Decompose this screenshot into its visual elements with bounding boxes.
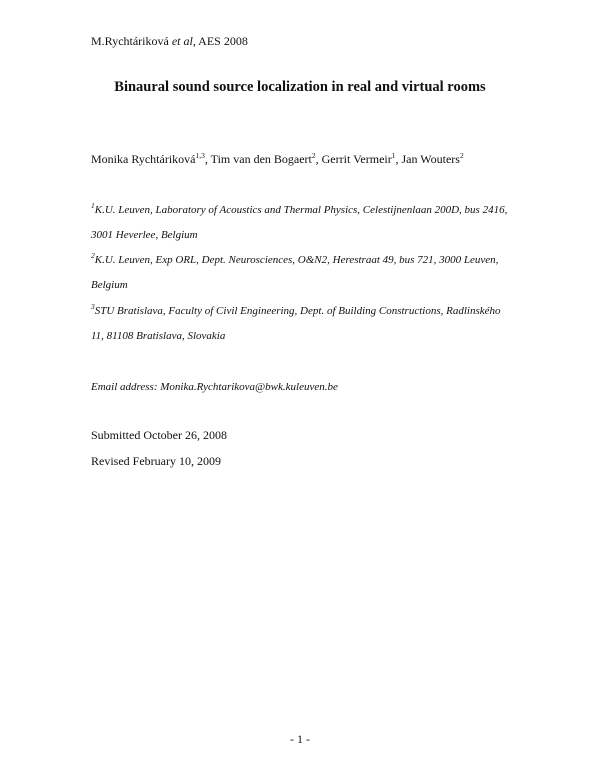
- author-affiliation-mark: 2: [459, 151, 464, 160]
- author-affiliation-mark: 2: [311, 151, 316, 160]
- submitted-date: Submitted October 26, 2008: [91, 428, 227, 442]
- header-author: M.Rychtáriková: [91, 34, 169, 48]
- author-list: Monika Rychtáriková$^{1,3}$, Tim van den Bogaert$^2$, Gerrit Vermeir$^1$, Jan Wouters$^2$: [91, 151, 464, 166]
- header-et-al: et al: [171, 34, 193, 48]
- author-name: Jan Wouters: [401, 152, 460, 166]
- revised-date: Revised February 10, 2009: [91, 454, 221, 468]
- affiliation-3-line-2: 11, 81108 Bratislava, Slovakia: [91, 330, 226, 342]
- author-affiliation-mark: 1: [391, 151, 396, 160]
- affiliation-mark: 3: [91, 302, 95, 311]
- affiliation-mark: 1: [91, 201, 95, 210]
- author-name: Monika Rychtáriková: [91, 152, 196, 166]
- email-address: Email address: Monika.Rychtarikova@bwk.kuleuven.be: [91, 381, 338, 393]
- affiliation-3-line-1: $^3$STU Bratislava, Faculty of Civil Engineering, Dept. of Building Constructions, Radlinského: [91, 302, 501, 317]
- paper-title: Binaural sound source localization in real and virtual rooms: [114, 79, 486, 95]
- author-name: Gerrit Vermeir: [321, 152, 392, 166]
- affiliation-1-line-2: 3001 Heverlee, Belgium: [91, 229, 198, 241]
- header-suffix: , AES 2008: [192, 34, 248, 48]
- author-affiliation-mark: 1,3: [195, 151, 205, 160]
- page-number: - 1 -: [290, 732, 310, 746]
- running-header: [91, 34, 248, 48]
- affiliation-2-line-2: Belgium: [91, 279, 128, 291]
- affiliation-1-line-1: $^1$K.U. Leuven, Laboratory of Acoustics and Thermal Physics, Celestijnenlaan 200D, bus 2416,: [91, 201, 508, 216]
- affiliation-2-line-1: $^2$K.U. Leuven, Exp ORL, Dept. Neurosciences, O&N2, Herestraat 49, bus 721, 3000 Leuven,: [91, 251, 499, 266]
- affiliation-mark: 2: [91, 251, 95, 260]
- author-name: Tim van den Bogaert: [210, 152, 312, 166]
